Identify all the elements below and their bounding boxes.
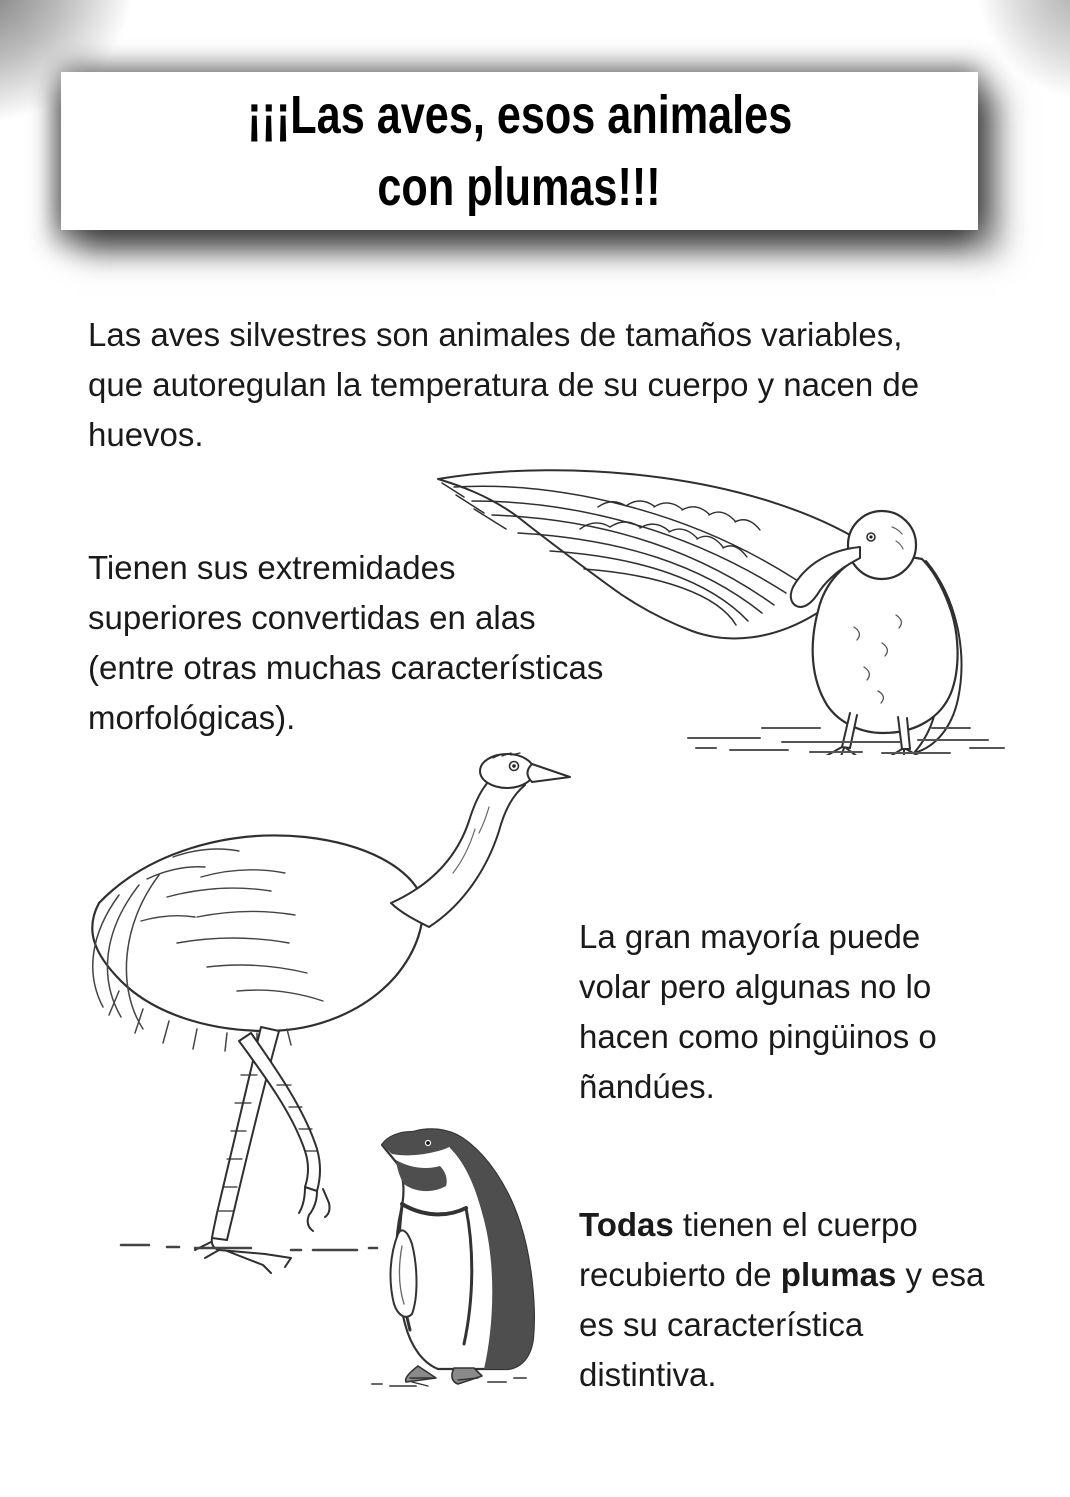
paragraph-alas-line: morfológicas). bbox=[88, 699, 296, 736]
plumas-l2-a: recubierto de bbox=[579, 1256, 781, 1293]
paragraph-plumas-line: distintiva. bbox=[579, 1356, 717, 1393]
paragraph-plumas-line bbox=[579, 1250, 984, 1300]
paragraph-alas-line: (entre otras muchas características bbox=[88, 649, 604, 686]
paragraph-alas-line: superiores convertidas en alas bbox=[88, 599, 536, 636]
penguin-illustration bbox=[366, 1116, 551, 1396]
page-title-line-1: ¡¡¡Las aves, esos animales bbox=[246, 85, 793, 145]
plumas-l1-rest: tienen el cuerpo bbox=[673, 1206, 918, 1243]
paragraph-vuelo bbox=[579, 912, 937, 1112]
plumas-l2-c: y esa bbox=[896, 1256, 985, 1293]
paragraph-intro bbox=[88, 310, 919, 460]
bold-todas: Todas bbox=[579, 1206, 674, 1243]
title-banner bbox=[61, 72, 978, 230]
paragraph-vuelo-line: La gran mayoría puede bbox=[579, 918, 921, 955]
paragraph-vuelo-line: hacen como pingüinos o bbox=[579, 1018, 937, 1055]
paragraph-intro-line: Las aves silvestres son animales de tamaños variables, bbox=[88, 316, 903, 353]
paragraph-plumas-line: es su característica bbox=[579, 1306, 864, 1343]
paragraph-intro-line: que autoregulan la temperatura de su cuerpo y nacen de bbox=[88, 366, 920, 403]
paragraph-vuelo-line: ñandúes. bbox=[579, 1068, 715, 1105]
paragraph-alas-line: Tienen sus extremidades bbox=[88, 549, 456, 586]
paragraph-vuelo-line: volar pero algunas no lo bbox=[579, 968, 932, 1005]
paragraph-intro-line: huevos. bbox=[88, 416, 204, 453]
bold-plumas: plumas bbox=[780, 1256, 897, 1293]
paragraph-plumas-line bbox=[579, 1200, 984, 1250]
shorebird-illustration bbox=[430, 455, 1010, 755]
paragraph-plumas bbox=[579, 1200, 984, 1400]
page-title-line-2: con plumas!!! bbox=[377, 157, 662, 217]
